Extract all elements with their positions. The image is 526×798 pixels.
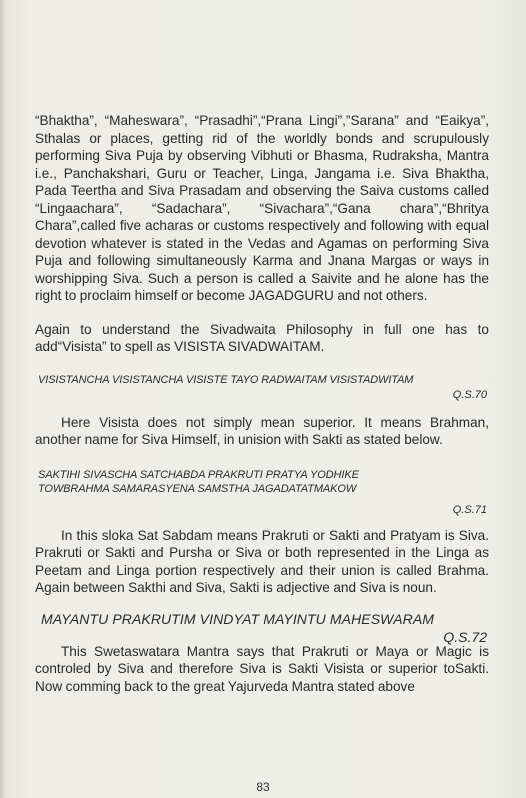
verse-reference-72: Q.S.72 (443, 628, 487, 645)
paragraph-swetaswatara: This Swetaswatara Mantra says that Prakruti or Maya or Magic is controled by Siva and therefore Siva is Sakti Visista or superior toSakti. Now comming back to the great Yajurveda Mantra stated above (35, 643, 489, 694)
verse-q-s-70: VISISTANCHA VISISTANCHA VISISTE TAYO RADWAITAM VISISTADWITAM (38, 373, 414, 386)
paragraph-saivite-definition: “Bhaktha”, “Maheswara”, “Prasadhi”,“Prana Lingi”,”Sarana” and “Eaikya”, Sthalas or places, getting rid of the worldly bonds and scrupulously performing Siva Puja by observing Vibhuti or Bhasma, Rudraksha, Mantra i.e., Panchakshari, Guru or Teacher, Linga, Jangama i.e. Siva Bhaktha, Pada Teertha and Siva Prasadam and observing the Saiva customs called “Lingaachara”, “Sadachara”, “Sivachara”,“Gana chara”,“Bhritya Chara”,called five acharas or customs respectively and following with equal devotion whatever is stated in the Vedas and Agamas on performing Siva Puja and following simultaneously Karma and Jnana Margas or ways in worshipping Siva. Such a person is called a Saivite and he alone has the right to proclaim himself or become JAGADGURU and not others. (35, 113, 489, 303)
page-binding-shadow (0, 0, 6, 798)
paragraph-sloka-explanation: In this sloka Sat Sabdam means Prakruti or Sakti and Pratyam is Siva. Prakruti or Sakti and Pursha or Siva or both represented in the Linga as Peetam and Linga portion respectively and their union is called Brahma. Again between Sakthi and Siva, Sakti is adjective and Siva is noun. (35, 527, 489, 595)
paragraph-visista-intro: Again to understand the Sivadwaita Philosophy in full one has to add“Visista” to spell as VISISTA SIVADWAITAM. (35, 321, 489, 354)
page-content (35, 112, 489, 695)
verse-reference-70: Q.S.70 (452, 388, 487, 401)
verse-q-s-71-line-2: TOWBRAHMA SAMARASYENA SAMSTHA JAGADATATMAKOW (38, 482, 357, 495)
paragraph-visista-meaning: Here Visista does not simply mean superior. It means Brahman, another name for Siva Himself, in unision with Sakti as stated below. (35, 414, 489, 447)
verse-q-s-71-line-1: SAKTIHI SIVASCHA SATCHABDA PRAKRUTI PRATYA YODHIKE (38, 468, 359, 481)
verse-reference-71: Q.S.71 (452, 503, 487, 516)
verse-q-s-72: MAYANTU PRAKRUTIM VINDYAT MAYINTU MAHESWARAM (41, 610, 435, 627)
page-number: 83 (256, 780, 270, 794)
